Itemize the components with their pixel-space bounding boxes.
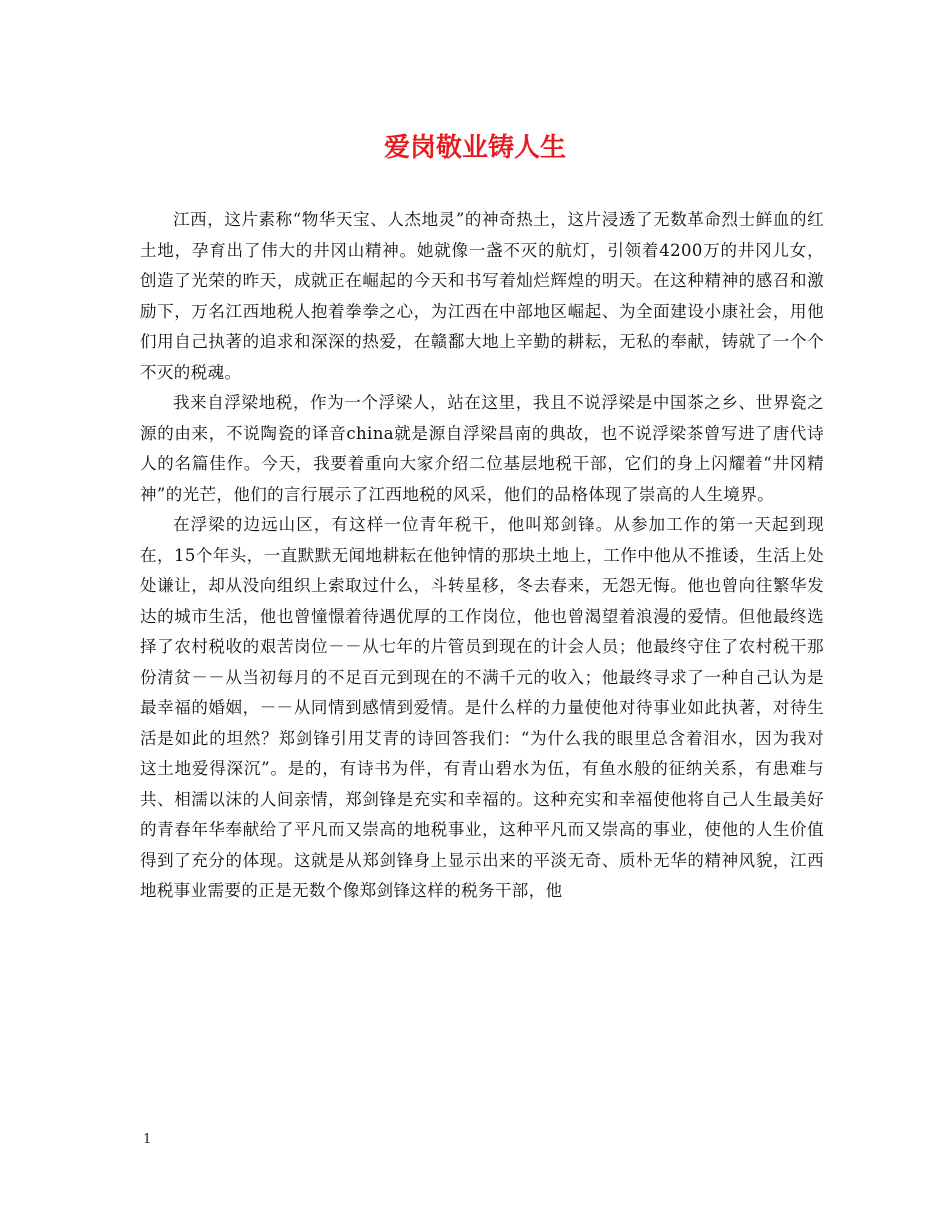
paragraph: 在浮梁的边远山区，有这样一位青年税干，他叫郑剑锋。从参加工作的第一天起到现在，15个年头，一直默默无闻地耕耘在他钟情的那块土地上，工作中他从不推诿，生活上处处谦让，却从没向组织上索取过什么，斗转星移，冬去春来，无怨无悔。他也曾向往繁华发达的城市生活，他也曾憧憬着待遇优厚的工作岗位，他也曾渴望着浪漫的爱情。但他最终选择了农村税收的艰苦岗位－－从七年的片管员到现在的计会人员；他最终守住了农村税干那份清贫－－从当初每月的不足百元到现在的不满千元的收入；他最终寻求了一种自己认为是最幸福的婚姻，－－从同情到感情到爱情。是什么样的力量使他对待事业如此执著，对待生活是如此的坦然？郑剑锋引用艾青的诗回答我们：“为什么我的眼里总含着泪水，因为我对这土地爱得深沉”。是的，有诗书为伴，有青山碧水为伍，有鱼水般的征纳关系，有患难与共、相濡以沫的人间亲情，郑剑锋是充实和幸福的。这种充实和幸福使他将自己人生最美好的青春年华奉献给了平凡而又崇高的地税事业，这种平凡而又崇高的事业，使他的人生价值得到了充分的体现。这就是从郑剑锋身上显示出来的平淡无奇、质朴无华的精神风貌，江西地税事业需要的正是无数个像郑剑锋这样的税务干部，他 bbox=[140, 515, 824, 900]
paragraph: 江西，这片素称“物华天宝、人杰地灵”的神奇热土，这片浸透了无数革命烈士鲜血的红土地，孕育出了伟大的井冈山精神。她就像一盏不灭的航灯，引领着4200万的井冈儿女，创造了光荣的昨天，成就正在崛起的今天和书写着灿烂辉煌的明天。在这种精神的感召和激励下，万名江西地税人抱着拳拳之心，为江西在中部地区崛起、为全面建设小康社会，用他们用自己执著的追求和深深的热爱，在赣鄱大地上辛勤的耕耘，无私的奉献，铸就了一个个不灭的税魂。 bbox=[140, 210, 824, 382]
paragraph: 我来自浮梁地税，作为一个浮梁人，站在这里，我且不说浮梁是中国茶之乡、世界瓷之源的由来，不说陶瓷的译音china就是源自浮梁昌南的典故，也不说浮梁茶曾写进了唐代诗人的名篇佳作。今天，我要着重向大家介绍二位基层地税干部，它们的身上闪耀着“井冈精神”的光芒，他们的言行展示了江西地税的风采，他们的品格体现了崇高的人生境界。 bbox=[140, 393, 824, 504]
document-body bbox=[140, 205, 824, 907]
page-number: 1 bbox=[143, 1132, 152, 1147]
document-title: 爱岗敬业铸人生 bbox=[383, 133, 566, 163]
